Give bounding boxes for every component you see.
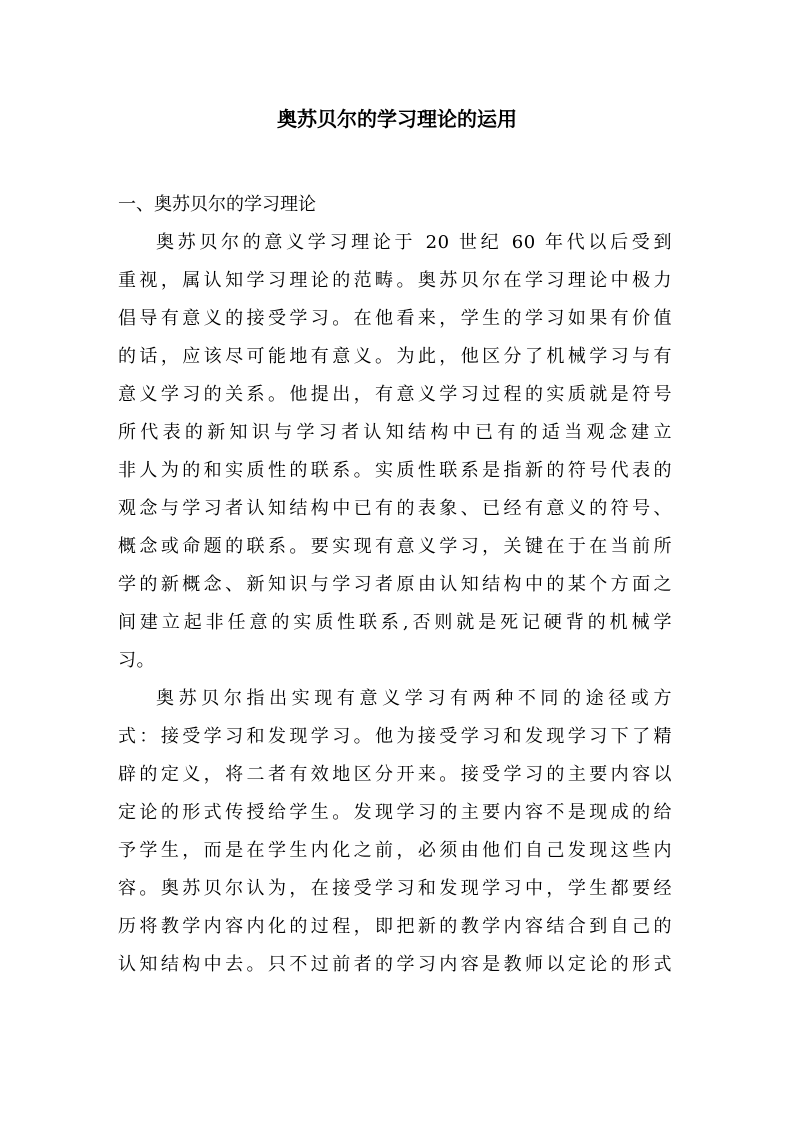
paragraph-line: 定论的形式传授给学生。发现学习的主要内容不是现成的给 bbox=[118, 802, 672, 823]
paragraph-line: 奥苏贝尔指出实现有意义学习有两种不同的途径或方 bbox=[156, 688, 672, 709]
paragraph-line: 间建立起非任意的实质性联系,否则就是死记硬背的机械学 bbox=[118, 612, 672, 633]
paragraph-line: 所代表的新知识与学习者认知结构中已有的适当观念建立 bbox=[118, 422, 672, 443]
paragraph-1 bbox=[118, 224, 672, 680]
paragraph-line: 习。 bbox=[118, 650, 155, 671]
paragraph-line: 学的新概念、新知识与学习者原由认知结构中的某个方面之 bbox=[118, 574, 672, 595]
paragraph-line: 倡导有意义的接受学习。在他看来，学生的学习如果有价值 bbox=[118, 308, 672, 329]
paragraph-line: 认知结构中去。只不过前者的学习内容是教师以定论的形式 bbox=[118, 954, 672, 975]
document-title: 奥苏贝尔的学习理论的运用 bbox=[277, 107, 517, 131]
section-heading: 一、奥苏贝尔的学习理论 bbox=[118, 194, 316, 215]
paragraph-line: 的话，应该尽可能地有意义。为此，他区分了机械学习与有 bbox=[118, 346, 672, 367]
paragraph-line: 重视，属认知学习理论的范畴。奥苏贝尔在学习理论中极力 bbox=[118, 270, 672, 291]
paragraph-line: 非人为的和实质性的联系。实质性联系是指新的符号代表的 bbox=[118, 460, 672, 481]
paragraph-line: 式：接受学习和发现学习。他为接受学习和发现学习下了精 bbox=[118, 726, 672, 747]
paragraph-line: 容。奥苏贝尔认为，在接受学习和发现学习中，学生都要经 bbox=[118, 878, 672, 899]
paragraph-line: 辟的定义，将二者有效地区分开来。接受学习的主要内容以 bbox=[118, 764, 672, 785]
paragraph-line: 观念与学习者认知结构中已有的表象、已经有意义的符号、 bbox=[118, 498, 672, 519]
paragraph-line: 概念或命题的联系。要实现有意义学习，关键在于在当前所 bbox=[118, 536, 672, 557]
paragraph-line: 予学生，而是在学生内化之前，必须由他们自己发现这些内 bbox=[118, 840, 672, 861]
paragraph-line: 奥苏贝尔的意义学习理论于 20 世纪 60 年代以后受到 bbox=[156, 232, 672, 253]
paragraph-2 bbox=[118, 680, 672, 984]
document-body bbox=[118, 186, 672, 984]
paragraph-line: 历将教学内容内化的过程，即把新的教学内容结合到自己的 bbox=[118, 916, 672, 937]
paragraph-line: 意义学习的关系。他提出，有意义学习过程的实质就是符号 bbox=[118, 384, 672, 405]
